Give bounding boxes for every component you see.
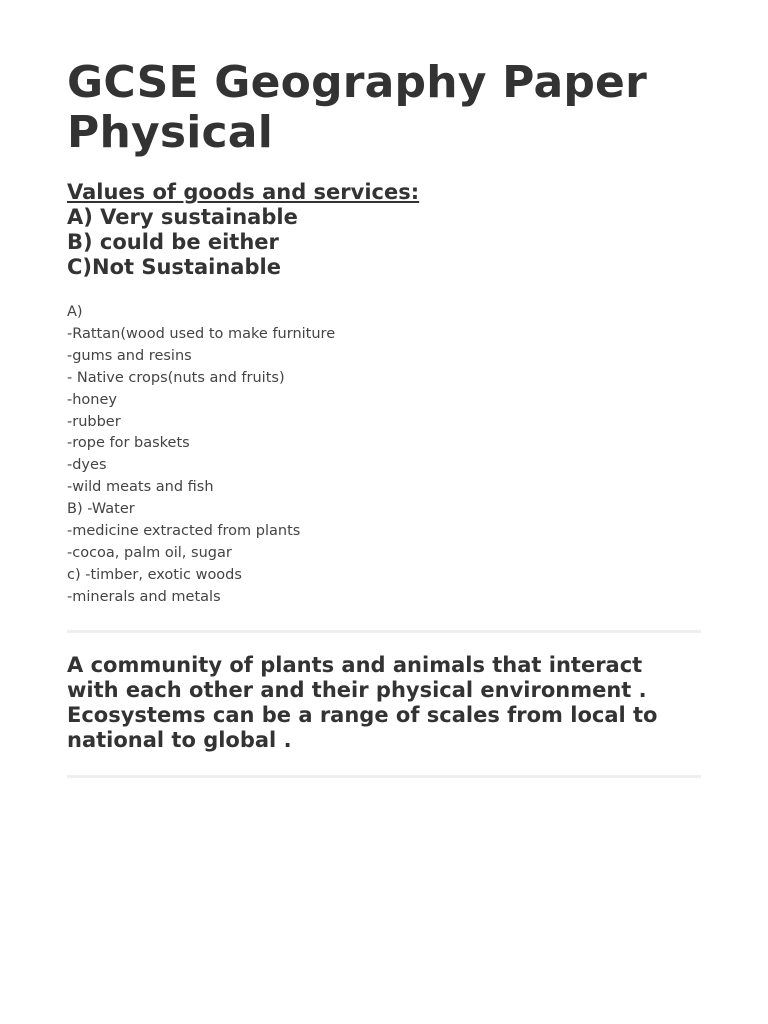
list-item: -cocoa, palm oil, sugar: [67, 544, 232, 561]
list-item: - Native crops(nuts and fruits): [67, 369, 285, 386]
flashcard-term-line: A) Very sustainable: [67, 205, 298, 229]
list-item: c) -timber, exotic woods: [67, 566, 242, 583]
list-item: -honey: [67, 391, 117, 408]
list-item: -rope for baskets: [67, 435, 190, 452]
list-item: B) -Water: [67, 501, 135, 518]
definition-text: A community of plants and animals that interact with each other and their physical environment . Ecosystems can be a range of scales from local to national to global .: [67, 652, 658, 752]
card-divider: [67, 775, 701, 778]
list-item: -rubber: [67, 413, 121, 430]
flashcard-term-line: B) could be either: [67, 230, 279, 254]
card-divider: [67, 630, 701, 633]
list-item: A): [67, 304, 83, 320]
flashcard-values-of-goods[interactable]: [67, 180, 701, 609]
page-title-line-2: Physical: [67, 107, 273, 158]
list-item: -minerals and metals: [67, 588, 221, 605]
flashcard-term-heading: Values of goods and services:: [67, 180, 420, 204]
page-title: [67, 0, 701, 158]
page-title-line-1: GCSE Geography Paper: [67, 57, 647, 108]
list-item: -dyes: [67, 457, 107, 474]
flashcard-definition-list: [67, 302, 701, 609]
flashcard-term-line: C)Not Sustainable: [67, 255, 281, 279]
flashcard-term: [67, 180, 701, 280]
list-item: -Rattan(wood used to make furniture: [67, 325, 336, 342]
list-item: -wild meats and fish: [67, 479, 214, 496]
flashcard-ecosystem-definition[interactable]: [67, 653, 701, 753]
list-item: -medicine extracted from plants: [67, 523, 301, 540]
list-item: -gums and resins: [67, 347, 192, 364]
